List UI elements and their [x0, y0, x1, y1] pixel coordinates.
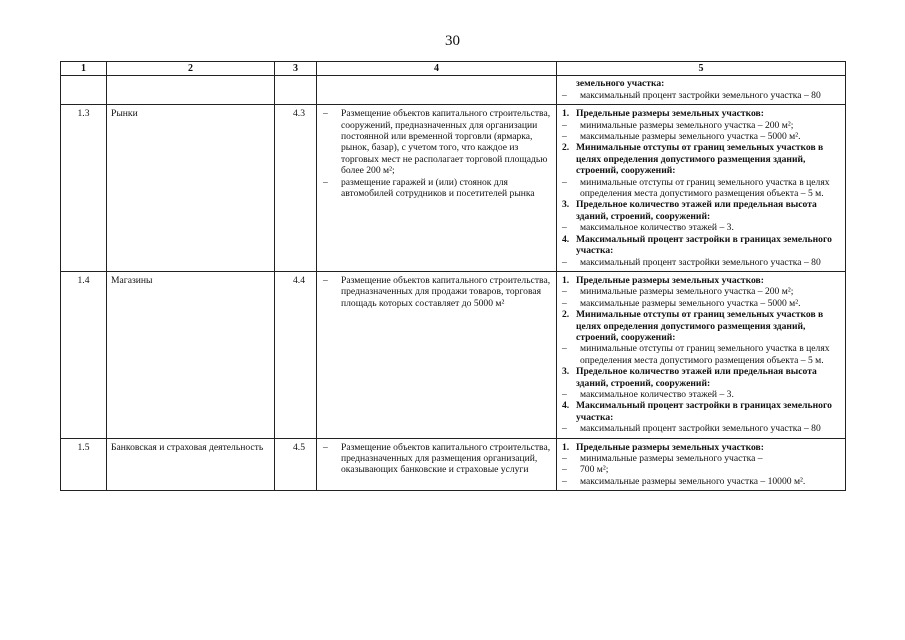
header-col-1: 1: [61, 62, 107, 76]
desc-text: размещение гаражей и (или) стоянок для автомобилей сотрудников и посетителей рынка: [341, 176, 535, 200]
param-item: [562, 442, 841, 453]
desc-text: Размещение объектов капитального строительства, предназначенных для продажи товаров, торговая площадь которых составляет до 5000 м²: [341, 274, 551, 309]
dash-marker: –: [562, 464, 567, 476]
param-item: [562, 275, 841, 286]
header-col-5: 5: [557, 62, 846, 76]
cell-num: 1.4: [61, 271, 107, 438]
param-heading: Предельные размеры земельных участков:: [576, 274, 764, 286]
param-heading: Максимальный процент застройки в границах земельного участка:: [576, 233, 832, 257]
param-text: минимальные отступы от границ земельного участка в целях определения места допустимого размещения объекта – 5 м.: [580, 176, 830, 200]
param-text: 700 м²;: [580, 464, 609, 476]
param-item: [562, 366, 841, 389]
param-item: [562, 476, 841, 487]
table-row: [61, 105, 846, 272]
param-text: максимальное количество этажей – 3.: [580, 388, 734, 400]
param-heading: Минимальные отступы от границ земельных участков в целях определения допустимого размещения зданий, строений, сооружений:: [576, 142, 824, 177]
param-number: 2.: [562, 142, 570, 154]
cell-desc: [317, 271, 557, 438]
param-item: [562, 177, 841, 200]
param-item: [562, 234, 841, 257]
param-number: 3.: [562, 199, 570, 211]
header-col-4: 4: [317, 62, 557, 76]
dash-marker: –: [562, 176, 567, 188]
cell-code: [275, 76, 317, 105]
param-item: [562, 120, 841, 131]
param-number: 2.: [562, 309, 570, 321]
table-row: [61, 438, 846, 491]
param-item: [562, 90, 841, 101]
param-number: 4.: [562, 233, 570, 245]
continuation-row: [61, 76, 846, 105]
cell-code: 4.3: [275, 105, 317, 272]
cell-num: 1.5: [61, 438, 107, 491]
param-item: [562, 464, 841, 475]
desc-text: Размещение объектов капитального строительства, сооружений, предназначенных для организации постоянной или временной торговли (ярмарка, рынок, базар), с учетом того, что каждое из торговых мест не располагает торговой площадью более 200 м²;: [341, 108, 551, 177]
param-text: максимальный процент застройки земельного участка – 80: [580, 423, 821, 435]
cell-desc: [317, 76, 557, 105]
dash-marker: –: [562, 453, 567, 464]
param-heading: Предельное количество этажей или предельная высота зданий, строений, сооружений:: [576, 199, 817, 222]
dash-marker: –: [562, 222, 567, 234]
param-text: максимальный процент застройки земельного участка – 80: [580, 256, 821, 268]
param-number: 3.: [562, 366, 570, 378]
param-number: 1.: [562, 274, 570, 286]
header-row: [61, 62, 846, 76]
param-item: [562, 257, 841, 268]
desc-text: Размещение объектов капитального строительства, предназначенных для размещения организаций, оказывающих банковские и страховые услуги: [341, 441, 551, 476]
cell-code: 4.4: [275, 271, 317, 438]
param-item: [562, 423, 841, 434]
desc-item: [323, 177, 552, 200]
dash-marker: –: [562, 119, 567, 131]
param-heading: Предельные размеры земельных участков:: [576, 108, 764, 120]
param-text: максимальные размеры земельного участка – 5000 м².: [580, 131, 801, 143]
dash-marker: –: [562, 256, 567, 268]
param-text: минимальные размеры земельного участка – 200 м²;: [580, 286, 794, 298]
dash-marker: –: [323, 176, 328, 188]
param-text: минимальные отступы от границ земельного участка в целях определения места допустимого размещения объекта – 5 м.: [580, 343, 830, 366]
param-item: [562, 343, 841, 366]
param-heading: Минимальные отступы от границ земельных участков в целях определения допустимого размещения зданий, строений, сооружений:: [576, 309, 824, 343]
dash-marker: –: [323, 274, 328, 286]
param-item: [562, 131, 841, 142]
param-heading: Максимальный процент застройки в границах земельного участка:: [576, 400, 832, 423]
param-item: [562, 309, 841, 343]
dash-marker: –: [562, 475, 567, 487]
param-number: 1.: [562, 108, 570, 120]
cell-params: [557, 271, 846, 438]
param-text: максимальное количество этажей – 3.: [580, 222, 734, 234]
param-item: [562, 298, 841, 309]
header-col-2: 2: [107, 62, 275, 76]
param-text: максимальный процент застройки земельного участка – 80: [580, 89, 821, 101]
dash-marker: –: [562, 297, 567, 309]
desc-item: [323, 108, 552, 176]
header-col-3: 3: [275, 62, 317, 76]
dash-marker: –: [562, 343, 567, 355]
param-number: 4.: [562, 400, 570, 412]
cell-name: Рынки: [107, 105, 275, 272]
page-number: 30: [445, 33, 460, 49]
param-text: максимальные размеры земельного участка – 5000 м².: [580, 297, 801, 309]
cell-params: [557, 105, 846, 272]
param-item: [562, 142, 841, 176]
param-item: [562, 286, 841, 297]
param-item: [562, 389, 841, 400]
cell-num: 1.3: [61, 105, 107, 272]
param-text: максимальные размеры земельного участка – 10000 м².: [580, 475, 806, 487]
dash-marker: –: [323, 441, 328, 453]
dash-marker: –: [562, 131, 567, 143]
param-item: [562, 222, 841, 233]
cell-desc: [317, 438, 557, 491]
param-number: 1.: [562, 441, 570, 453]
param-text: минимальные размеры земельного участка – 200 м²;: [580, 119, 794, 131]
param-heading: Предельные размеры земельных участков:: [576, 441, 764, 453]
dash-marker: –: [562, 89, 567, 101]
param-text: минимальные размеры земельного участка –: [580, 453, 763, 464]
cell-code: 4.5: [275, 438, 317, 491]
table-row: [61, 271, 846, 438]
cell-params: [557, 76, 846, 105]
param-item: [562, 400, 841, 423]
param-item: [562, 453, 841, 464]
param-item: [562, 199, 841, 222]
cell-name: Магазины: [107, 271, 275, 438]
desc-item: [323, 275, 552, 309]
cell-name: Банковская и страховая деятельность: [107, 438, 275, 491]
cell-num: [61, 76, 107, 105]
param-item: [562, 108, 841, 119]
dash-marker: –: [562, 423, 567, 435]
dash-marker: –: [562, 388, 567, 400]
dash-marker: –: [323, 108, 328, 120]
param-heading: Предельное количество этажей или предельная высота зданий, строений, сооружений:: [576, 366, 817, 389]
dash-marker: –: [562, 286, 567, 298]
cell-desc: [317, 105, 557, 272]
desc-item: [323, 442, 552, 476]
zoning-table: [60, 61, 846, 491]
cell-name: [107, 76, 275, 105]
cell-params: [557, 438, 846, 491]
param-text: земельного участка:: [576, 78, 665, 90]
